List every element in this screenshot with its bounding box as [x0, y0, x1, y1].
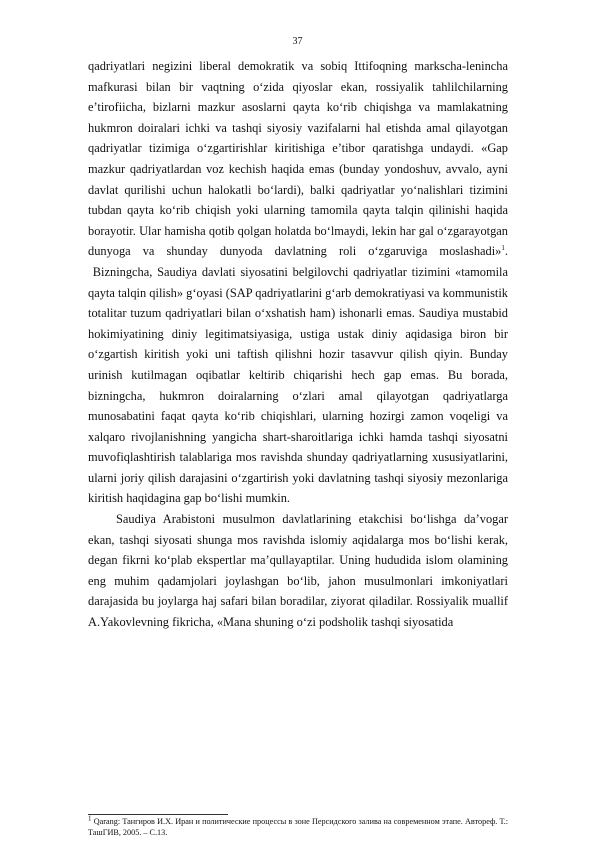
footnote-label: Qarang: [93, 817, 121, 826]
footnote-divider [88, 814, 228, 815]
paragraph-3: Saudiya Arabistoni musulmon davlatlarining etakchisi boʻlishga da’vogar ekan, tashqi siyosati shunga mos ravishda islomiy aqidalarga mos boʻlishi kerak, degan fikrni koʻplab ekspertlar ma’qullayaptilar. Uning hududida islom olamining eng muhim qadamjolari joylashgan boʻlib, jahon musulmonlari imkoniyatlari darajasida bu joylarga haj safari bilan boradilar, ziyorat qiladilar. Rossiyalik muallif A.Yakovlevning fikricha, «Mana shuning oʻzi podsholik tashqi siyosatida [88, 512, 508, 630]
footnote-text: Тангиров И.Х. Иран и политические процессы в зоне Персидского залива на современном этапе. Автореф. Т.: ТашГИВ, 2005. – С.13. [88, 817, 509, 837]
paragraph-2-text: Bizningcha, Saudiya davlati siyosatini belgilovchi qadriyatlar tizimini «tamomila qayta talqin qilish» gʻoyasi (SAP qadriyatlarini gʻarb demokratiyasi va kommunistik totalitar tuzum qadriyatlari bilan oʻxshatish ham) ishonarli emas. Saudiya mustabid hokimiyatining diniy legitimatsiyasiga, ustiga ustak diniy aqidasiga biron bir oʻzgartish kiritish yoki uni taftish qilishni hozir tasavvur qilish qiyin. Bunday urinish kutilmagan oqibatlar keltirib chiqarishi hech gap emas. Bu borada, bizningcha, hukmron doiralarning oʻzlari amal qilayotgan qadriyatlarga munosabatini faqat qayta koʻrib chiqishlari, ularning hozirgi zamon voqeligi va xalqaro rivojlanishning yangicha shart-sharoitlariga ichki hamda tashqi siyosatni muvofiqlashtirish talablariga mos ravishda shunday qadriyatlarning xususiyatlarini, ularni joriy qilish darajasini oʻzgartirish yoki davlatning tashqi siyosiy mezonlariga kiritish haqidagina gap boʻlishi mumkin. [88, 264, 508, 506]
page-number: 37 [292, 36, 303, 47]
footnote-marker: 1 [88, 814, 92, 823]
paragraph-1: qadriyatlari negizini liberal demokratik va sobiq Ittifoqning markscha-lenincha mafkurasi bilan bir vaqtning oʻzida qiyoslar ekan, rossiyalik tahlilchilarning e’tirofiicha, bizlarni mazkur asoslarni qayta koʻrib chiqishga va mamlakatning hukmron doiralari ichki va tashqi siyosiy vazifalarni hal etishda amal qilayotgan qadriyatlar tizimiga oʻzgartirishlar kiritishiga e’tibor qaratishga undaydi. «Gap mazkur qadriyatlardan voz kechish haqida emas (bunday yondoshuv, avvalo, ayni davlat qurilishi uchun halokatli boʻlardi), balki qadriyatlar yoʻnalishlari tizimini tubdan qayta koʻrib chiqish yoki ularning tamomila qayta talqin qilinishi haqida borayotir. Ular hamisha qotib qolgan holatda boʻlmaydi, lekin har gal oʻzgarayotgan dunyoga va shunday dunyoda davlatning roli oʻzgaruviga moslashadi»$^1$. Bizningcha, Saudiya davlati siyosatini belgilovchi qadriyatlar tizimini «tamomila qayta talqin qilish» gʻoyasi (SAP qadriyatlarini gʻarb demokratiyasi va kommunistik totalitar tuzum qadriyatlari bilan oʻxshatish ham) ishonarli emas. Saudiya mustabid hokimiyatining diniy legitimatsiyasiga, ustiga ustak diniy aqidasiga biron bir oʻzgartish kiritish yoki uni taftish qilishni hozir tasavvur qilish qiyin. Bunday urinish kutilmagan oqibatlar keltirib chiqarishi hech gap emas. Bu borada, bizningcha, hukmron doiralarning oʻzlari amal qilayotgan qadriyatlarga munosabatini faqat qayta koʻrib chiqishlari, ularning hozirgi zamon voqeligi va xalqaro rivojlanishning yangicha shart-sharoitlariga ichki hamda tashqi siyosatni muvofiqlashtirish talablariga mos ravishda shunday qadriyatlarning xususiyatlarini, ularni joriy qilish darajasini oʻzgartirish yoki davlatning tashqi siyosiy mezonlariga kiritish haqidagina gap boʻlishi mumkin. [88, 59, 508, 506]
footnote [88, 814, 509, 838]
paragraph-1-text: qadriyatlari negizini liberal demokratik va sobiq Ittifoqning markscha-lenincha mafkurasi bilan bir vaqtning oʻzida qiyoslar ekan, rossiyalik tahlilchilarning e’tirofiicha, bizlarni mazkur asoslarni qayta koʻrib chiqishga va mamlakatning hukmron doiralari ichki va tashqi siyosiy vazifalarni hal etishda amal qilayotgan qadriyatlar tizimiga oʻzgartirishlar kiritishiga e’tibor qaratishga undaydi. «Gap mazkur qadriyatlardan voz kechish haqida emas (bunday yondoshuv, avvalo, ayni davlat qurilishi uchun halokatli boʻlardi), balki qadriyatlar yoʻnalishlari tizimini tubdan qayta koʻrib chiqish yoki ularning tamomila qayta talqin qilinishi haqida borayotir. Ular hamisha qotib qolgan holatda boʻlmaydi, lekin har gal oʻzgarayotgan dunyoga va shunday dunyoda davlatning roli oʻzgaruviga moslashadi» [88, 59, 508, 259]
body-text [88, 56, 508, 633]
footnote-reference: 1 [501, 244, 505, 253]
